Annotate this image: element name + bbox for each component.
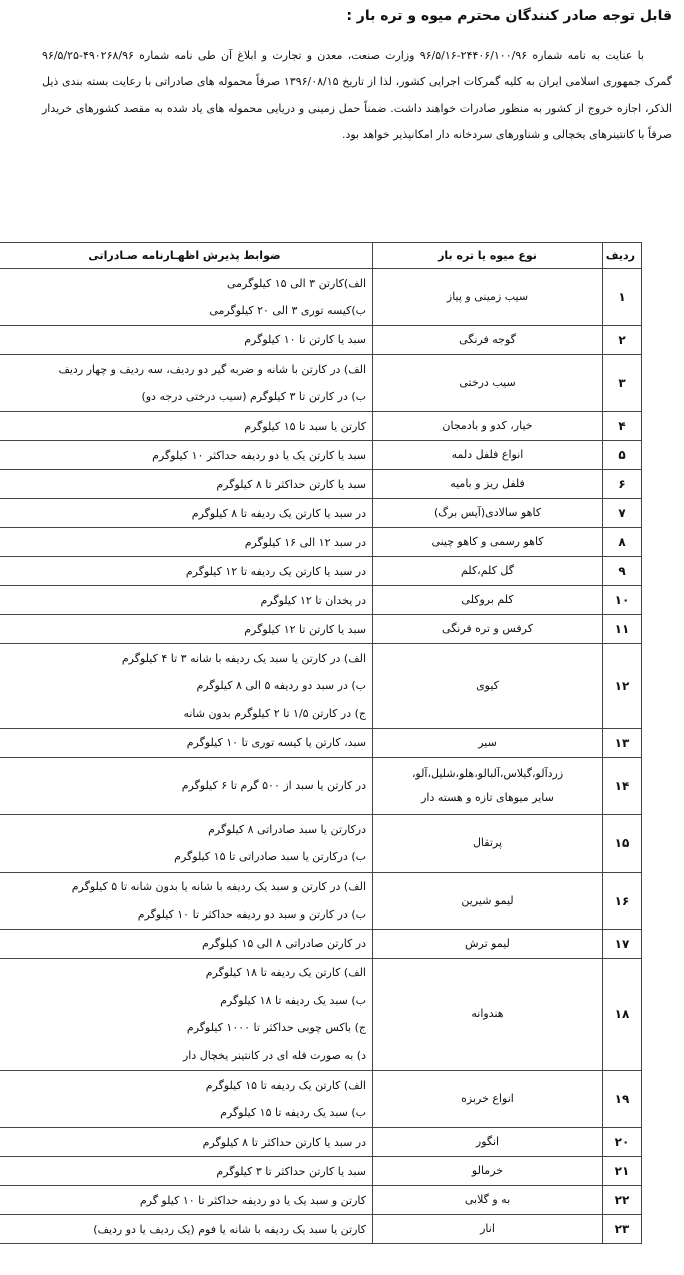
table-row xyxy=(0,470,642,499)
export-rules-table xyxy=(0,242,642,1244)
table-row xyxy=(0,499,642,528)
rule-line: ج) باکس چوبی حداکثر تا ۱۰۰۰ کیلوگرم xyxy=(186,1021,366,1035)
rule-line: در سبد یا کارتن یک ردیفه تا ۱۲ کیلوگرم xyxy=(185,564,366,578)
row-index: ۲ xyxy=(603,326,642,355)
row-index: ۱۲ xyxy=(603,644,642,729)
rule-line: کارتن یا سبد تا ۱۵ کیلوگرم xyxy=(244,419,366,433)
rule-line: کارتن و سبد یک یا دو ردیفه حداکثر تا ۱۰ کیلو گرم xyxy=(139,1193,366,1207)
table-row xyxy=(0,355,642,412)
row-rule xyxy=(0,1215,373,1244)
rule-line: الف) در کارتن و سبد یک ردیفه با شانه یا بدون شانه تا ۵ کیلوگرم xyxy=(71,880,366,894)
row-rule xyxy=(0,758,373,815)
table-row xyxy=(0,929,642,958)
table-row xyxy=(0,1157,642,1186)
item-line: انگور xyxy=(475,1135,500,1149)
row-item xyxy=(373,758,603,815)
rule-line: در یخدان تا ۱۲ کیلوگرم xyxy=(260,593,366,607)
table-row xyxy=(0,441,642,470)
row-item xyxy=(373,615,603,644)
row-index: ۹ xyxy=(603,557,642,586)
row-item xyxy=(373,1186,603,1215)
row-rule xyxy=(0,326,373,355)
row-item xyxy=(373,441,603,470)
row-rule xyxy=(0,644,373,729)
row-rule xyxy=(0,499,373,528)
item-line: سایر میوهای تازه و هسته دار xyxy=(421,791,554,805)
row-rule xyxy=(0,557,373,586)
row-item xyxy=(373,929,603,958)
row-item xyxy=(373,1128,603,1157)
row-rule xyxy=(0,1128,373,1157)
row-index: ۲۱ xyxy=(603,1157,642,1186)
item-line: گل کلم،کلم xyxy=(460,564,514,578)
item-line: لیمو شیرین xyxy=(461,893,514,907)
row-item xyxy=(373,412,603,441)
item-line: انار xyxy=(480,1222,495,1236)
row-item xyxy=(373,872,603,929)
rule-line: ج) در کارتن ۱/۵ تا ۲ کیلوگرم بدون شانه xyxy=(183,707,366,721)
table-row xyxy=(0,958,642,1070)
table-row xyxy=(0,412,642,441)
table-row xyxy=(0,528,642,557)
row-index: ۴ xyxy=(603,412,642,441)
rule-line: در کارتن صادراتی ۸ الی ۱۵ کیلوگرم xyxy=(201,936,366,950)
table-row xyxy=(0,1071,642,1128)
rule-line: الف) در کارتن یا سبد یک ردیفه با شانه ۳ تا ۴ کیلوگرم xyxy=(121,651,366,665)
row-rule xyxy=(0,269,373,326)
rule-line: سبد یا کارتن حداکثر تا ۸ کیلوگرم xyxy=(216,477,366,491)
table-row xyxy=(0,644,642,729)
row-item xyxy=(373,815,603,872)
rule-line: در سبد یا کارتن حداکثر تا ۸ کیلوگرم xyxy=(202,1135,366,1149)
item-line: سیب درختی xyxy=(459,376,516,390)
row-item xyxy=(373,269,603,326)
row-rule xyxy=(0,872,373,929)
row-rule xyxy=(0,1157,373,1186)
rule-line: ب)کیسه توری ۳ الی ۲۰ کیلوگرمی xyxy=(209,304,366,318)
table-row xyxy=(0,815,642,872)
item-line: کلم بروکلی xyxy=(461,593,514,607)
row-item xyxy=(373,729,603,758)
item-line: انواع فلفل دلمه xyxy=(451,448,524,462)
row-index: ۲۳ xyxy=(603,1215,642,1244)
row-rule xyxy=(0,1186,373,1215)
item-line: هندوانه xyxy=(471,1007,504,1021)
item-line: لیمو ترش xyxy=(465,936,510,950)
document-title: قابل توجه صادر کنندگان محترم میوه و تره بار : xyxy=(346,8,672,24)
item-line: خیار، کدو و بادمجان xyxy=(442,419,533,433)
row-item xyxy=(373,326,603,355)
row-rule xyxy=(0,958,373,1070)
row-index: ۱۱ xyxy=(603,615,642,644)
rule-line: ب) سبد یک ردیفه تا ۱۵ کیلوگرم xyxy=(220,1106,366,1120)
rule-line: سبد یا کارتن تا ۱۰ کیلوگرم xyxy=(244,333,366,347)
item-line: کاهو رسمی و کاهو چینی xyxy=(431,535,544,549)
row-index: ۲۰ xyxy=(603,1128,642,1157)
rule-line: ب) در کارتن تا ۳ کیلوگرم (سیب درختی درجه دو) xyxy=(141,390,366,404)
row-item xyxy=(373,1157,603,1186)
row-index: ۱ xyxy=(603,269,642,326)
row-item xyxy=(373,644,603,729)
row-rule xyxy=(0,470,373,499)
row-rule xyxy=(0,528,373,557)
table-row xyxy=(0,269,642,326)
item-line: به و گلابی xyxy=(464,1193,511,1207)
rule-line: در سبد یا کارتن یک ردیفه تا ۸ کیلوگرم xyxy=(191,506,366,520)
rule-line: کارتن یا سبد یک ردیفه با شانه یا فوم (یک ردیف یا دو ردیف) xyxy=(93,1222,366,1236)
rule-line: سبد یا کارتن تا ۱۲ کیلوگرم xyxy=(244,622,366,636)
item-line: زردآلو،گیلاس،آلبالو،هلو،شلیل،آلو، xyxy=(411,767,564,781)
rule-line: د) به صورت فله ای در کانتینر یخچال دار xyxy=(182,1049,366,1063)
row-index: ۱۳ xyxy=(603,729,642,758)
row-item xyxy=(373,586,603,615)
table-row xyxy=(0,615,642,644)
row-item xyxy=(373,1215,603,1244)
table-row xyxy=(0,1186,642,1215)
row-item xyxy=(373,1071,603,1128)
item-line: کرفس و تره فرنگی xyxy=(442,622,533,636)
row-rule xyxy=(0,929,373,958)
header-rule: ضوابط پذیرش اظهـارنامه صـادراتی xyxy=(0,243,373,269)
row-index: ۸ xyxy=(603,528,642,557)
item-line: کیوی xyxy=(476,679,499,693)
row-rule xyxy=(0,815,373,872)
row-rule xyxy=(0,441,373,470)
table-row xyxy=(0,557,642,586)
rule-line: ب) در کارتن و سبد دو ردیفه حداکثر تا ۱۰ کیلوگرم xyxy=(137,907,366,921)
row-index: ۱۸ xyxy=(603,958,642,1070)
row-rule xyxy=(0,355,373,412)
row-index: ۱۰ xyxy=(603,586,642,615)
row-item xyxy=(373,557,603,586)
rule-line: سبد، کارتن یا کیسه توری تا ۱۰ کیلوگرم xyxy=(186,736,366,750)
item-line: فلفل ریز و بامیه xyxy=(450,477,525,491)
item-line: خرمالو xyxy=(471,1164,504,1178)
row-index: ۱۴ xyxy=(603,758,642,815)
row-index: ۷ xyxy=(603,499,642,528)
table-row xyxy=(0,729,642,758)
rule-line: ب) درکارتن یا سبد صادراتی تا ۱۵ کیلوگرم xyxy=(174,850,366,864)
rule-line: الف) کارتن یک ردیفه تا ۱۵ کیلوگرم xyxy=(205,1078,366,1092)
rule-line: در کارتن یا سبد از ۵۰۰ گرم تا ۶ کیلوگرم xyxy=(181,779,366,793)
rule-line: الف)کارتن ۳ الی ۱۵ کیلوگرمی xyxy=(227,276,366,290)
item-line: سیر xyxy=(478,736,497,750)
rule-line: سبد یا کارتن یک یا دو ردیفه حداکثر ۱۰ کیلوگرم xyxy=(152,448,366,462)
table-row xyxy=(0,326,642,355)
row-index: ۱۹ xyxy=(603,1071,642,1128)
item-line: گوجه فرنگی xyxy=(459,333,516,347)
rule-line: الف) در کارتن با شانه و ضربه گیر دو ردیف، سه ردیف و چهار ردیف xyxy=(58,362,366,376)
rule-line: سبد یا کارتن حداکثر تا ۳ کیلوگرم xyxy=(216,1164,366,1178)
row-item xyxy=(373,470,603,499)
row-index: ۱۷ xyxy=(603,929,642,958)
row-index: ۲۲ xyxy=(603,1186,642,1215)
row-rule xyxy=(0,412,373,441)
row-item xyxy=(373,528,603,557)
row-rule xyxy=(0,615,373,644)
item-line: انواع خربزه xyxy=(461,1092,514,1106)
intro-paragraph: با عنایت به نامه شماره ۲۴۴۰۶/۱۰۰/۹۶-۹۶/۵/۱۶ وزارت صنعت، معدن و تجارت و ابلاغ آن طی نامه شماره ۴۹۰۲۶۸/۹۶-۹۶/۵/۲۵ گمرک جمهوری اسلامی ایران به کلیه گمرکات اجرایی کشور، لذا از تاریخ ۱۳۹۶/۰۸/۱۵ صرفاً محموله های صادراتی با رعایت بسته بندی ذیل الذکر، اجازه خروج از کشور به منظور صادرات خواهند داشت. ضمناً حمل زمینی و دریایی محموله های یاد شده به مقصد کشورهای خریدار صرفاً با کانتینرهای یخچالی و شناورهای سردخانه دار امکانپذیر خواهد بود. xyxy=(42,49,672,142)
row-item xyxy=(373,355,603,412)
table-row xyxy=(0,1215,642,1244)
row-index: ۱۶ xyxy=(603,872,642,929)
table-row xyxy=(0,872,642,929)
table-row xyxy=(0,586,642,615)
header-item: نوع میوه یا تره بار xyxy=(373,243,603,269)
rule-line: ب) سبد یک ردیفه تا ۱۸ کیلوگرم xyxy=(220,993,366,1007)
row-index: ۱۵ xyxy=(603,815,642,872)
row-index: ۶ xyxy=(603,470,642,499)
table-row xyxy=(0,758,642,815)
row-rule xyxy=(0,586,373,615)
row-item xyxy=(373,958,603,1070)
row-rule xyxy=(0,1071,373,1128)
table-row xyxy=(0,1128,642,1157)
table-body xyxy=(0,269,642,1244)
item-line: کاهو سالادی(آیس برگ) xyxy=(433,506,542,520)
item-line: سیب زمینی و پیاز xyxy=(446,290,529,304)
row-item xyxy=(373,499,603,528)
rule-line: درکارتن یا سبد صادراتی ۸ کیلوگرم xyxy=(208,822,366,836)
row-index: ۵ xyxy=(603,441,642,470)
rule-line: در سبد ۱۲ الی ۱۶ کیلوگرم xyxy=(244,535,366,549)
item-line: پرتقال xyxy=(472,836,503,850)
rule-line: الف) کارتن یک ردیفه تا ۱۸ کیلوگرم xyxy=(205,966,366,980)
table-header-row xyxy=(0,243,642,269)
rule-line: ب) در سبد دو ردیفه ۵ الی ۸ کیلوگرم xyxy=(196,679,366,693)
header-index: ردیف xyxy=(603,243,642,269)
row-rule xyxy=(0,729,373,758)
row-index: ۳ xyxy=(603,355,642,412)
